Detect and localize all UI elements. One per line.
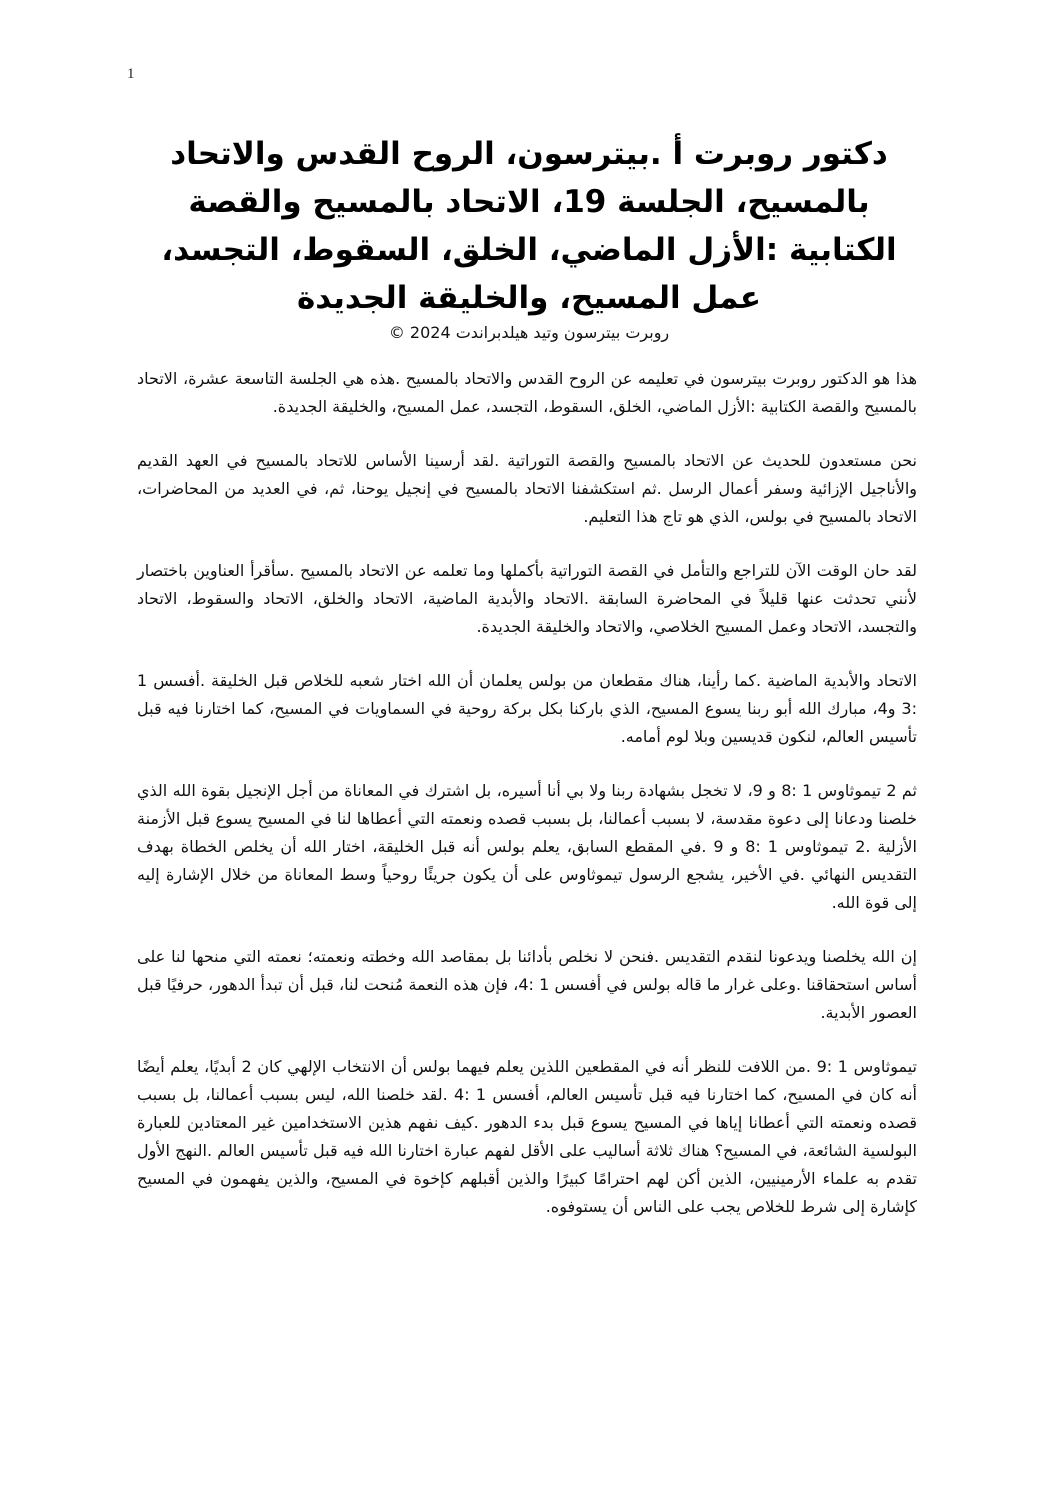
paragraph-2: نحن مستعدون للحديث عن الاتحاد بالمسيح والقصة التوراتية .لقد أرسينا الأساس للاتحاد بالمسيح في العهد القديم والأناجيل الإزائية وسفر أعمال الرسل .ثم استكشفنا الاتحاد بالمسيح في إنجيل يوحنا، ثم، في العديد من المحاضرات، الاتحاد بالمسيح في بولس، الذي هو تاج هذا التعليم. [137, 451, 917, 526]
document-header [150, 130, 908, 344]
document-body [137, 365, 917, 1247]
paragraph-7: تيموثاوس 1 :9 .من اللافت للنظر أنه في المقطعين اللذين يعلم فيهما بولس أن الانتخاب الإلهي كان 2 أبديًا، يعلم أيضًا أنه كان في المسيح، كما اختارنا فيه قبل تأسيس العالم، أفسس 1 :4 .لقد خلصنا الله، ليس بسبب أعمالنا، بل بسبب قصده ونعمته التي أعطانا إياها في المسيح يسوع قبل بدء الدهور .كيف نفهم هذين الاستخدامين غير المعتادين للعبارة البولسية الشائعة، في المسيح؟ هناك ثلاثة أساليب على الأقل لفهم عبارة اختارنا الله فيه قبل تأسيس العالم .النهج الأول تقدم به علماء الأرمينيين، الذين أكن لهم احترامًا كبيرًا والذين أقبلهم كإخوة في المسيح، والذين يفهمون في المسيح كإشارة إلى شرط للخلاص يجب على الناس أن يستوفوه. [137, 1057, 918, 1216]
document-title: دكتور روبرت أ .بيترسون، الروح القدس والاتحاد بالمسيح، الجلسة 19، الاتحاد بالمسيح والقصة الكتابية :الأزل الماضي، الخلق، السقوط، التجسد، عمل المسيح، والخليقة الجديدة [161, 136, 897, 316]
copyright-line: روبرت بيترسون وتيد هيلدبراندت 2024 © [388, 323, 670, 342]
page-number: 1 [127, 66, 135, 82]
paragraph-4: الاتحاد والأبدية الماضية .كما رأينا، هناك مقطعان من بولس يعلمان أن الله اختار شعبه للخلاص قبل الخليقة .أفسس 1 :3 و4، مبارك الله أبو ربنا يسوع المسيح، الذي باركنا بكل بركة روحية في السماويات في المسيح، كما اختارنا فيه قبل تأسيس العالم، لنكون قديسين وبلا لوم أمامه. [137, 671, 917, 746]
paragraph-5: ثم 2 تيموثاوس 1 :8 و 9، لا تخجل بشهادة ربنا ولا بي أنا أسيره، بل اشترك في المعاناة من أجل الإنجيل بقوة الله الذي خلصنا ودعانا إلى دعوة مقدسة، لا بسبب أعمالنا، بل بسبب قصده ونعمته التي أعطاها لنا في المسيح يسوع قبل الأزمنة الأزلية .2 تيموثاوس 1 :8 و 9 .في المقطع السابق، يعلم بولس أنه قبل الخليقة، اختار الله أن يخلص الخطاة بهدف التقديس النهائي .في الأخير، يشجع الرسول تيموثاوس على أن يكون جريئًا روحياً وسط المعاناة من خلال الإشارة إليه إلى قوة الله. [137, 781, 918, 912]
paragraph-3: لقد حان الوقت الآن للتراجع والتأمل في القصة التوراتية بأكملها وما تعلمه عن الاتحاد بالمسيح .سأقرأ العناوين باختصار لأنني تحدثت عنها قليلاً في المحاضرة السابقة .الاتحاد والأبدية الماضية، الاتحاد والخلق، الاتحاد والسقوط، الاتحاد والتجسد، الاتحاد وعمل المسيح الخلاصي، والاتحاد والخليقة الجديدة. [137, 561, 917, 636]
paragraph-6: إن الله يخلصنا ويدعونا لنقدم التقديس .فنحن لا نخلص بأدائنا بل بمقاصد الله وخطته ونعمته؛ نعمته التي منحها لنا على أساس استحقاقنا .وعلى غرار ما قاله بولس في أفسس 1 :4، فإن هذه النعمة مُنحت لنا، قبل أن تبدأ الدهور، حرفيًا قبل العصور الأبدية. [137, 947, 917, 1022]
paragraph-1: هذا هو الدكتور روبرت بيترسون في تعليمه عن الروح القدس والاتحاد بالمسيح .هذه هي الجلسة التاسعة عشرة، الاتحاد بالمسيح والقصة الكتابية :الأزل الماضي، الخلق، السقوط، التجسد، عمل المسيح، والخليقة الجديدة. [137, 369, 917, 416]
